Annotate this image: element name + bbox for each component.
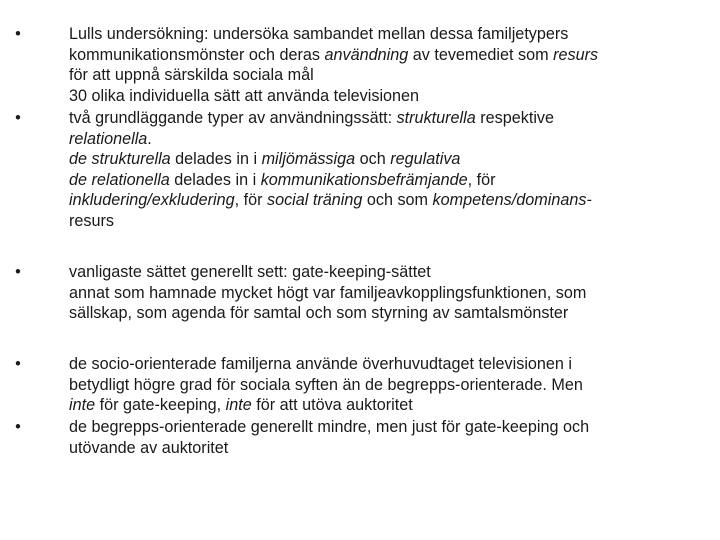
text-run: Lulls undersökning: undersöka sambandet mellan dessa familjetypers — [69, 25, 569, 43]
bullet-line — [69, 438, 697, 459]
text-run: kommunikationsmönster och deras — [69, 45, 325, 64]
text-run: sällskap, som agenda för samtal och som styrning av samtalsmönster — [69, 304, 569, 323]
bullet-line — [69, 108, 697, 129]
text-run: annat som hamnade mycket högt var familjeavkopplingsfunktionen, som — [69, 283, 587, 302]
text-run: , för — [234, 191, 267, 210]
bullet-line — [69, 262, 697, 283]
text-run: för att utöva auktoritet — [251, 396, 413, 415]
italic-text-run: miljömässiga — [261, 150, 356, 169]
text-run: , för — [467, 170, 496, 189]
bullet-dot: • — [15, 418, 21, 436]
bullet-line — [69, 170, 697, 191]
bullet-text — [69, 108, 697, 232]
italic-text-run: social träning — [266, 191, 363, 210]
text-run: för gate-keeping, — [95, 396, 226, 415]
bullet-dot: • — [15, 355, 21, 373]
text-run: vanligaste sättet generellt sett: gate-keeping-sättet — [69, 263, 431, 281]
italic-text-run: kommunikationsbefrämjande — [260, 170, 468, 189]
text-run: för att uppnå särskilda sociala mål — [69, 66, 314, 85]
bullet-line — [69, 375, 697, 396]
text-run: delades in i — [170, 150, 262, 169]
bullet-line — [69, 86, 697, 107]
bullet-line — [69, 395, 697, 416]
bullet-dot: • — [15, 109, 21, 127]
text-run: 30 olika individuella sätt att använda televisionen — [69, 86, 420, 105]
italic-text-run: användning — [324, 45, 409, 64]
italic-text-run: inte — [69, 396, 96, 415]
text-run: de socio-orienterade familjerna använde överhuvudtaget televisionen i — [69, 355, 573, 373]
bullet-dot: • — [15, 25, 21, 43]
bullet-line — [69, 129, 697, 150]
text-run: av tevemediet som — [408, 45, 554, 64]
bullet-text — [69, 24, 697, 106]
italic-text-run: inte — [225, 396, 252, 415]
italic-text-run: de relationella — [69, 170, 170, 189]
bullet-line — [69, 149, 697, 170]
bullet-line — [69, 283, 697, 304]
text-run: resurs — [69, 211, 114, 230]
italic-text-run: regulativa — [390, 150, 461, 169]
bullet-line — [69, 417, 697, 438]
bullet-line — [69, 190, 697, 211]
text-run: respektive — [475, 109, 555, 127]
text-run: utövande av auktoritet — [69, 438, 229, 457]
italic-text-run: de strukturella — [69, 150, 171, 169]
bullet-text — [69, 417, 697, 458]
bullet-line — [69, 65, 697, 86]
bullet-text — [69, 262, 697, 324]
text-run: . — [147, 129, 152, 148]
bullet-line — [69, 211, 697, 232]
bullet-line — [69, 354, 697, 375]
text-run: två grundläggande typer av användningssätt: — [69, 109, 397, 127]
text-run: och — [355, 150, 391, 169]
text-run: och som — [362, 191, 433, 210]
italic-text-run: relationella — [69, 129, 148, 148]
italic-text-run: inkludering/exkludering — [69, 191, 235, 210]
bullet-dot: • — [15, 263, 21, 281]
bullet-text — [69, 354, 697, 416]
bullet-line — [69, 303, 697, 324]
bullet-line — [69, 45, 697, 66]
text-run: delades in i — [169, 170, 261, 189]
text-run: de begrepps-orienterade generellt mindre, men just för gate-keeping och — [69, 418, 590, 436]
italic-text-run: strukturella — [396, 109, 476, 127]
text-run: betydligt högre grad för sociala syften än de begrepps-orienterade. Men — [69, 375, 583, 394]
italic-text-run: resurs — [553, 45, 599, 64]
bullet-line — [69, 24, 697, 45]
italic-text-run: kompetens/dominans- — [432, 191, 592, 210]
